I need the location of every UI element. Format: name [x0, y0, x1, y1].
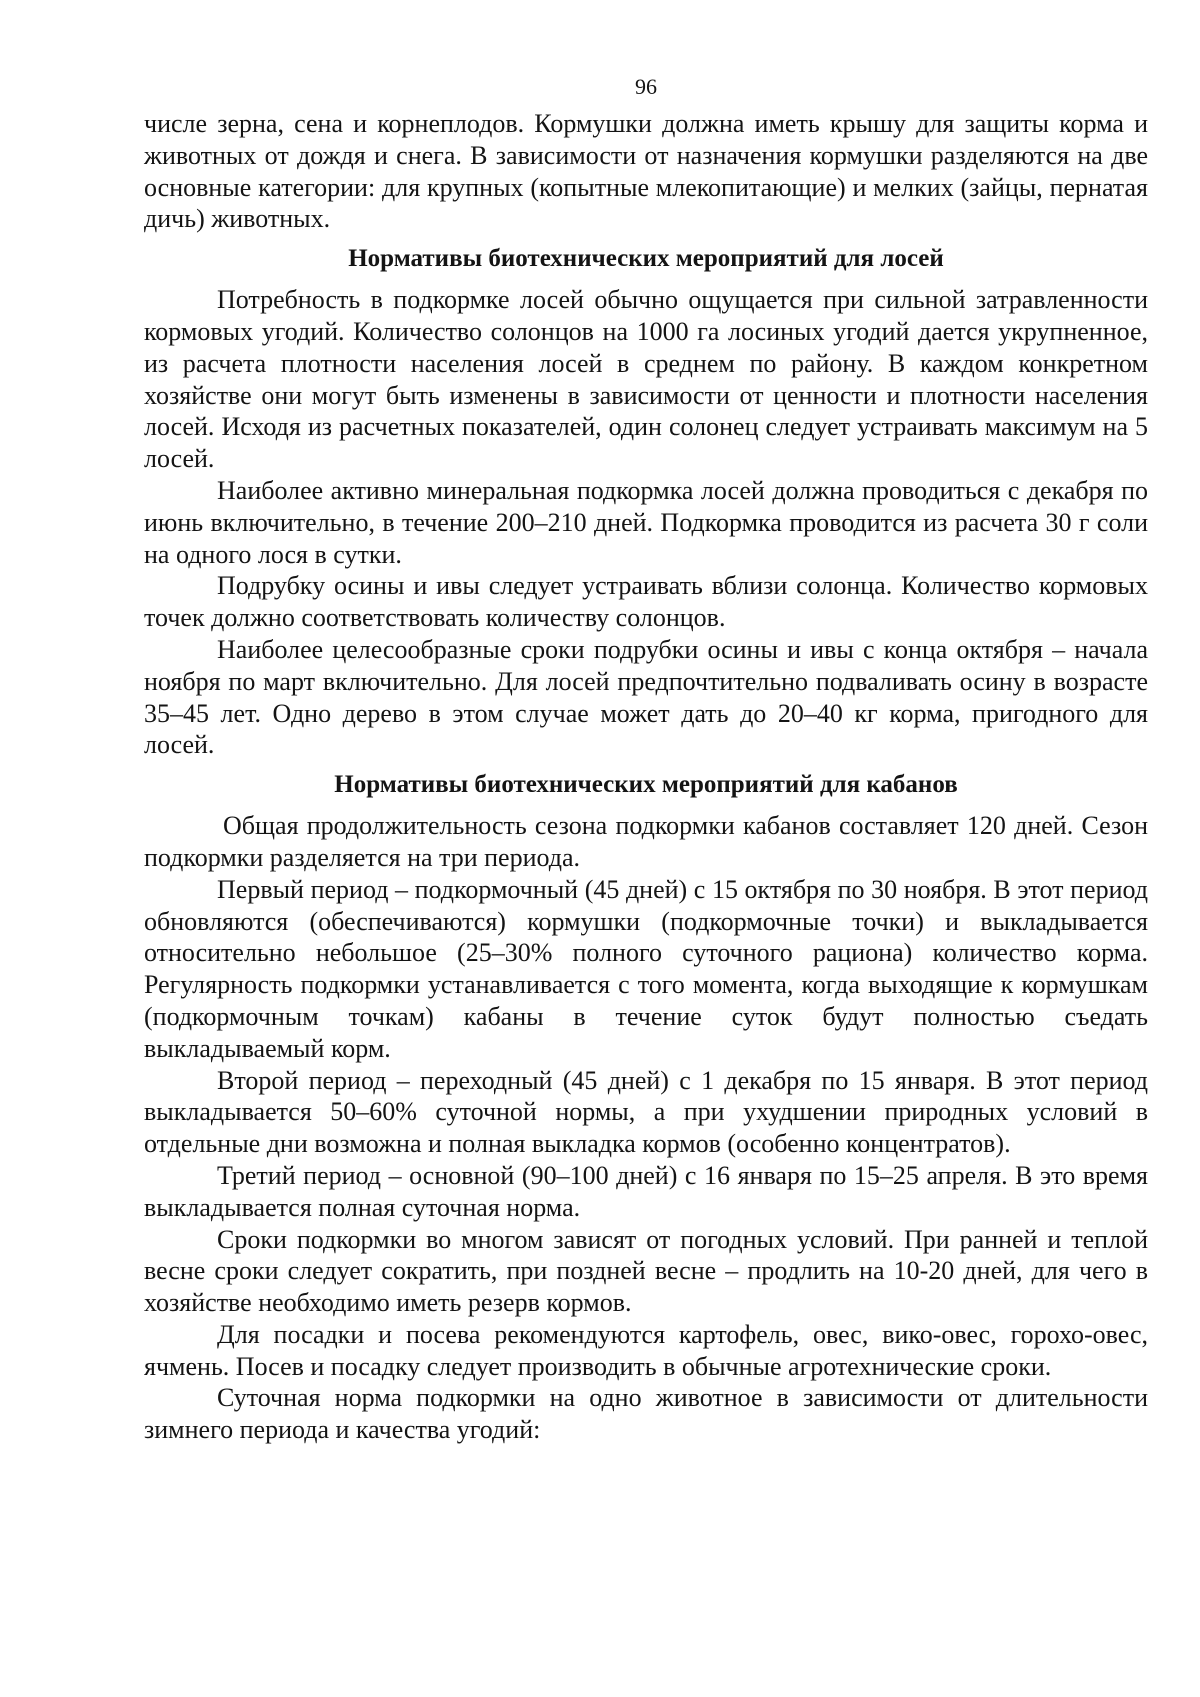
- page-number: 96: [635, 74, 657, 99]
- paragraph-boar-second-period: Второй период – переходный (45 дней) с 1 декабря по 15 января. В этот период выкладывается 50–60% суточной нормы, а при ухудшении природных условий в отдельные дни возможна и полная выкладка кормов (особенно концентратов).: [144, 1065, 1148, 1159]
- paragraph-moose-need: Потребность в подкормке лосей обычно ощущается при сильной затравленности кормовых угодий. Количество солонцов на 1000 га лосиных угодий дается укрупненное, из расчета плотности населения лосей в среднем по району. В каждом конкретном хозяйстве они могут быть изменены в зависимости от ценности и плотности населения лосей. Исходя из расчетных показателей, один солонец следует устраивать максимум на 5 лосей.: [144, 285, 1148, 474]
- paragraph-continuation: числе зерна, сена и корнеплодов. Кормушки должна иметь крышу для защиты корма и животных от дождя и снега. В зависимости от назначения кормушки разделяются на две основные категории: для крупных (копытные млекопитающие) и мелких (зайцы, пернатая дичь) животных.: [144, 109, 1148, 234]
- paragraph-moose-felling: Подрубку осины и ивы следует устраивать вблизи солонца. Количество кормовых точек должно соответствовать количеству солонцов.: [144, 571, 1148, 633]
- paragraph-boar-weather: Сроки подкормки во многом зависят от погодных условий. При ранней и теплой весне сроки следует сократить, при поздней весне – продлить на 10-20 дней, для чего в хозяйстве необходимо иметь резерв кормов.: [144, 1224, 1148, 1318]
- paragraph-boar-first-period: Первый период – подкормочный (45 дней) с 15 октября по 30 ноября. В этот период обновляются (обеспечиваются) кормушки (подкормочные точки) и выкладывается относительно небольшое (25–30% полного суточного рациона) количество корма. Регулярность подкормки устанавливается с того момента, когда выходящие к кормушкам (подкормочным точкам) кабаны в течение суток будут полностью съедать выкладываемый корм.: [144, 874, 1148, 1063]
- paragraph-boar-planting: Для посадки и посева рекомендуются картофель, овес, вико-овес, горохо-овес, ячмень. Посев и посадку следует производить в обычные агротехнические сроки.: [144, 1319, 1148, 1381]
- document-page: [144, 72, 1148, 1446]
- paragraph-moose-mineral: Наиболее активно минеральная подкормка лосей должна проводиться с декабря по июнь включительно, в течение 200–210 дней. Подкормка проводится из расчета 30 г соли на одного лося в сутки.: [144, 475, 1148, 569]
- paragraph-moose-timing: Наиболее целесообразные сроки подрубки осины и ивы с конца октября – начала ноября по март включительно. Для лосей предпочтительно подваливать осину в возрасте 35–45 лет. Одно дерево в этом случае может дать до 20–40 кг корма, пригодного для лосей.: [144, 634, 1148, 760]
- section-heading-moose: Нормативы биотехнических мероприятий для лосей: [348, 245, 944, 273]
- paragraph-boar-season: Общая продолжительность сезона подкормки кабанов составляет 120 дней. Сезон подкормки разделяется на три периода.: [144, 811, 1148, 872]
- section-heading-boar: Нормативы биотехнических мероприятий для кабанов: [334, 771, 958, 799]
- paragraph-boar-daily-norm: Суточная норма подкормки на одно животное в зависимости от длительности зимнего периода и качества угодий:: [144, 1383, 1148, 1445]
- paragraph-boar-third-period: Третий период – основной (90–100 дней) с 16 января по 15–25 апреля. В это время выкладывается полная суточная норма.: [144, 1160, 1148, 1222]
